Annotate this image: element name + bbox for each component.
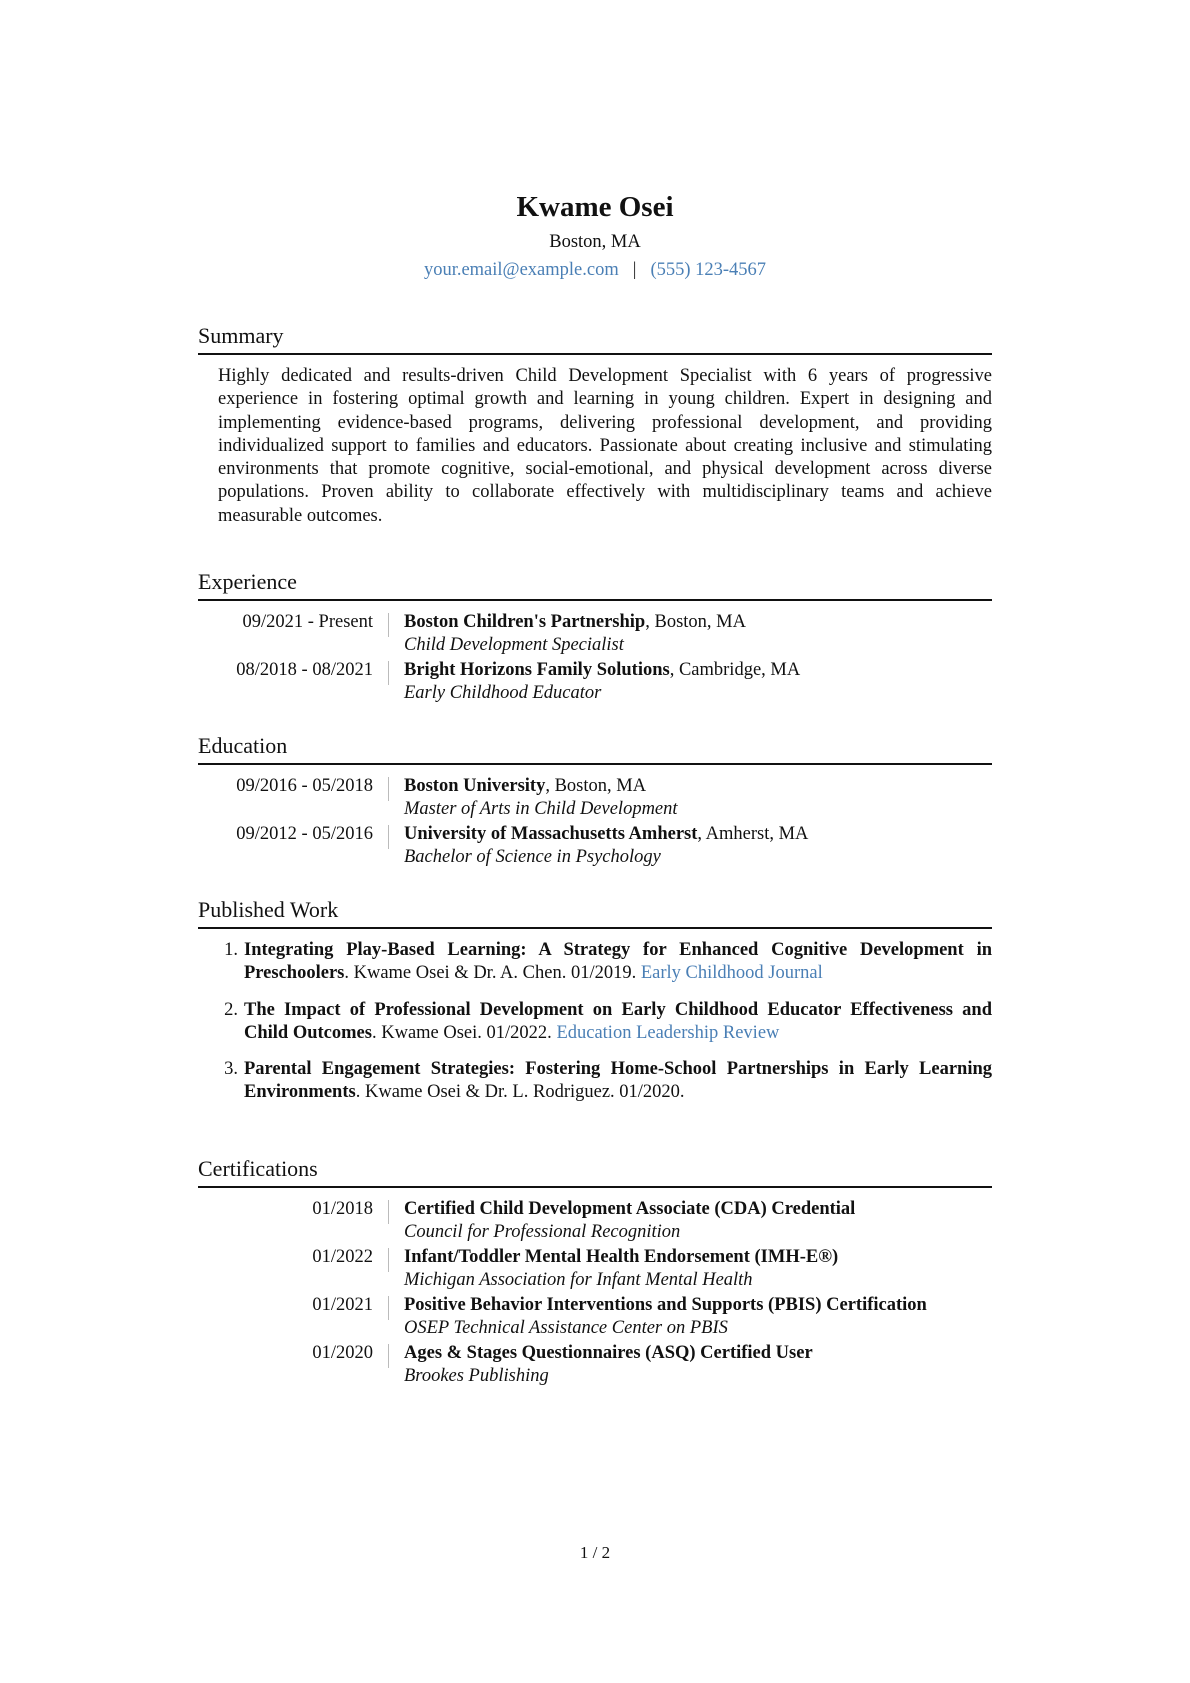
certification-issuer: Brookes Publishing	[404, 1366, 549, 1386]
certification-name: Positive Behavior Interventions and Supports (PBIS) Certification	[404, 1295, 927, 1315]
entry-date: 01/2022	[312, 1247, 373, 1267]
certification-entry	[198, 1342, 992, 1388]
section-title-education: Education	[198, 733, 288, 758]
entry-date: 01/2020	[312, 1343, 373, 1363]
certification-entry	[198, 1294, 992, 1340]
section-rule	[198, 927, 992, 929]
entry-institution: Boston University	[404, 776, 546, 796]
entry-place: , Boston, MA	[545, 776, 647, 796]
experience-entry	[198, 611, 992, 657]
summary-text: Highly dedicated and results-driven Child Development Specialist with 6 years of progressive experience in fostering optimal growth and learning in young children. Expert in designing and implementing evidence-based programs, delivering professional development, and providing individualized support to families and educators. Passionate about creating inclusive and stimulating environments that promote cognitive, social-emotional, and physical development across diverse populations. Proven ability to collaborate effectively with multidisciplinary teams and achieve measurable outcomes.	[218, 366, 992, 526]
entry-place: , Cambridge, MA	[669, 660, 801, 680]
entry-date: 09/2021 - Present	[242, 612, 373, 632]
certification-issuer: Council for Professional Recognition	[404, 1222, 681, 1242]
contact-line	[198, 258, 992, 282]
section-rule	[198, 1186, 992, 1188]
publications-section	[198, 896, 992, 1118]
publication-title: Integrating Play-Based Learning: A Strategy for Enhanced Cognitive Development in Preschoolers	[244, 940, 992, 984]
certification-name: Certified Child Development Associate (CDA) Credential	[404, 1199, 856, 1219]
candidate-name: Kwame Osei	[516, 191, 674, 223]
page-number: 1 / 2	[579, 1543, 611, 1562]
publication-number: 1.	[224, 940, 238, 960]
publication-venue-link[interactable]: Early Childhood Journal	[640, 963, 823, 984]
publication-list	[198, 939, 992, 1105]
publication-title: The Impact of Professional Development on Early Childhood Educator Effectiveness and Child Outcomes	[244, 999, 992, 1043]
entry-place: , Amherst, MA	[697, 824, 809, 844]
publication-details: . Kwame Osei & Dr. A. Chen. 01/2019.	[344, 963, 641, 984]
publication-item	[198, 939, 992, 986]
education-entry	[198, 775, 992, 821]
section-rule	[198, 599, 992, 601]
experience-section	[198, 568, 992, 705]
section-rule	[198, 353, 992, 355]
section-rule	[198, 763, 992, 765]
certification-issuer: Michigan Association for Infant Mental Health	[404, 1270, 753, 1290]
certifications-section	[198, 1155, 992, 1388]
resume-header	[198, 190, 992, 282]
publication-item	[198, 999, 992, 1046]
publication-number: 2.	[224, 999, 238, 1020]
entry-date: 09/2016 - 05/2018	[236, 776, 373, 796]
entry-role: Early Childhood Educator	[404, 683, 602, 703]
section-title-summary: Summary	[198, 323, 284, 348]
certification-name: Ages & Stages Questionnaires (ASQ) Certified User	[404, 1343, 813, 1363]
certification-entry	[198, 1198, 992, 1244]
entry-degree: Bachelor of Science in Psychology	[404, 847, 661, 867]
certification-issuer: OSEP Technical Assistance Center on PBIS	[404, 1318, 728, 1338]
entry-organization: Boston Children's Partnership	[404, 612, 646, 632]
candidate-location: Boston, MA	[549, 232, 641, 252]
certification-name: Infant/Toddler Mental Health Endorsement (IMH-E®)	[404, 1247, 839, 1267]
entry-organization: Bright Horizons Family Solutions	[404, 660, 670, 680]
publication-item	[198, 1058, 992, 1105]
entry-institution: University of Massachusetts Amherst	[404, 824, 698, 844]
summary-section	[198, 322, 992, 528]
experience-entry	[198, 659, 992, 705]
publication-venue-link[interactable]: Education Leadership Review	[556, 1022, 780, 1043]
section-title-experience: Experience	[198, 569, 297, 594]
entry-date: 01/2021	[312, 1295, 373, 1315]
publication-number: 3.	[224, 1059, 238, 1080]
education-section	[198, 732, 992, 869]
email-link[interactable]: your.email@example.com	[423, 260, 619, 280]
entry-date: 09/2012 - 05/2016	[236, 824, 373, 844]
publication-title: Parental Engagement Strategies: Fostering Home-School Partnerships in Early Learning Environments	[244, 1059, 992, 1103]
publication-details: . Kwame Osei & Dr. L. Rodriguez. 01/2020.	[355, 1082, 685, 1103]
entry-date: 08/2018 - 08/2021	[236, 660, 373, 680]
section-title-publications: Published Work	[198, 897, 339, 922]
entry-date: 01/2018	[312, 1199, 373, 1219]
publication-details: . Kwame Osei. 01/2022.	[371, 1022, 557, 1043]
phone-link[interactable]: (555) 123-4567	[650, 260, 767, 280]
certification-entry	[198, 1246, 992, 1292]
entry-degree: Master of Arts in Child Development	[404, 799, 678, 819]
section-title-certifications: Certifications	[198, 1156, 318, 1181]
entry-role: Child Development Specialist	[404, 635, 624, 655]
contact-separator: |	[632, 260, 637, 280]
education-entry	[198, 823, 992, 869]
entry-place: , Boston, MA	[645, 612, 746, 632]
